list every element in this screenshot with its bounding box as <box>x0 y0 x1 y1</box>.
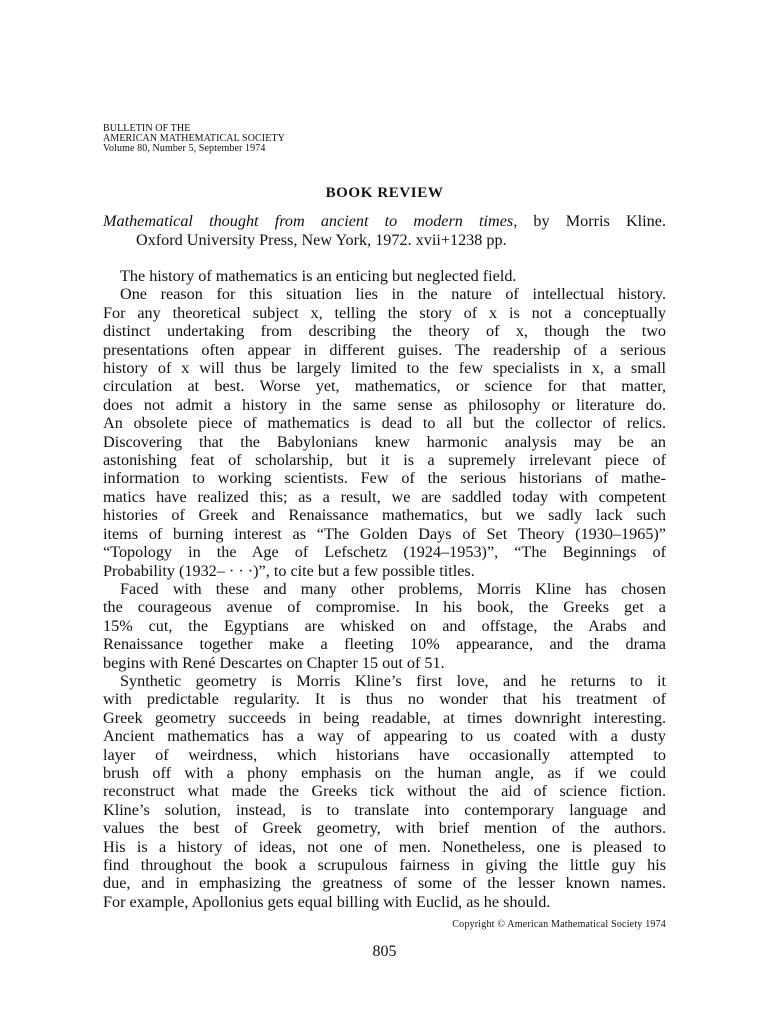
paragraph-line: Faced with these and many other problems, Morris Kline has chosen <box>120 579 666 598</box>
journal-name-line1: BULLETIN OF THE <box>103 123 191 134</box>
journal-header <box>103 124 666 154</box>
paragraph-line: His is a history of ideas, not one of men. Nonetheless, one is pleased to <box>103 837 666 856</box>
paragraph <box>103 285 666 580</box>
paragraph-line: Discovering that the Babylonians knew harmonic analysis may be an <box>103 432 666 451</box>
paragraph-line: values the best of Greek geometry, with brief mention of the authors. <box>103 819 666 838</box>
page-number: 805 <box>372 943 397 961</box>
paragraph-line: matics have realized this; as a result, we are saddled today with competent <box>103 487 666 506</box>
paragraph-line: information to working scientists. Few of the serious historians of mathe- <box>103 469 666 488</box>
paragraph-line: reconstruct what made the Greeks tick without the aid of science fiction. <box>103 782 666 801</box>
citation-line1 <box>103 212 666 231</box>
paragraph-line: Kline’s solution, instead, is to translate into contemporary language and <box>103 800 666 819</box>
paragraph-line: the courageous avenue of compromise. In his book, the Greeks get a <box>103 598 666 617</box>
paragraph-line: 15% cut, the Egyptians are whisked on and offstage, the Arabs and <box>103 616 666 635</box>
paragraph-line: Ancient mathematics has a way of appearing to us coated with a dusty <box>103 727 666 746</box>
book-citation <box>103 212 666 250</box>
paragraph-line: Probability (1932– · · ·)”, to cite but a few possible titles. <box>103 561 475 580</box>
paragraph-line: astonishing feat of scholarship, but it is a supremely irrelevant piece of <box>103 451 666 470</box>
paragraph-line: Synthetic geometry is Morris Kline’s first love, and he returns to it <box>120 671 666 690</box>
paragraph-line: For example, Apollonius gets equal billing with Euclid, as he should. <box>103 892 551 911</box>
paragraph-line: circulation at best. Worse yet, mathematics, or science for that matter, <box>103 377 666 396</box>
paragraph-line: brush off with a phony emphasis on the human angle, as if we could <box>103 763 666 782</box>
journal-volume-line: Volume 80, Number 5, September 1974 <box>103 143 266 154</box>
copyright-notice: Copyright © American Mathematical Society 1974 <box>452 919 666 931</box>
review-body <box>103 267 666 911</box>
paragraph-line: Greek geometry succeeds in being readable, at times downright interesting. <box>103 708 666 727</box>
paragraph-line: An obsolete piece of mathematics is dead to all but the collector of relics. <box>103 414 666 433</box>
paragraph <box>103 580 666 672</box>
paragraph-line: begins with René Descartes on Chapter 15 out of 51. <box>103 653 445 672</box>
paragraph-line: Renaissance together make a fleeting 10% appearance, and the drama <box>103 635 666 654</box>
paragraph-line: The history of mathematics is an enticing but neglected field. <box>120 267 517 285</box>
paragraph-line: history of x will thus be largely limited to the few specialists in x, a small <box>103 359 666 378</box>
paragraph-line: due, and in emphasizing the greatness of some of the lesser known names. <box>103 874 666 893</box>
journal-name-line2: AMERICAN MATHEMATICAL SOCIETY <box>103 133 285 144</box>
paragraph-line: presentations often appear in different guises. The readership of a serious <box>103 340 666 359</box>
paragraph-line: One reason for this situation lies in the nature of intellectual history. <box>120 285 666 304</box>
paragraph-line: layer of weirdness, which historians have occasionally attempted to <box>103 745 666 764</box>
page-title: BOOK REVIEW <box>325 185 444 201</box>
page <box>103 124 666 961</box>
paragraph-line: For any theoretical subject x, telling the story of x is not a conceptually <box>103 303 666 322</box>
paragraph-line: distinct undertaking from describing the theory of x, though the two <box>103 322 666 341</box>
paragraph-line: histories of Greek and Renaissance mathematics, but we sadly lack such <box>103 506 666 525</box>
paragraph-line: does not admit a history in the same sense as philosophy or literature do. <box>103 395 666 414</box>
book-title: Mathematical thought from ancient to modern times <box>103 212 514 230</box>
paragraph <box>103 672 666 911</box>
citation-publisher: Oxford University Press, New York, 1972. xvii+1238 pp. <box>136 231 507 249</box>
paragraph-line: items of burning interest as “The Golden Days of Set Theory (1930–1965)” <box>103 524 666 543</box>
paragraph <box>103 267 666 285</box>
paragraph-line: “Topology in the Age of Lefschetz (1924–1953)”, “The Beginnings of <box>103 543 666 562</box>
paragraph-line: with predictable regularity. It is thus no wonder that his treatment of <box>103 690 666 709</box>
book-author: , by Morris Kline. <box>513 212 667 230</box>
paragraph-line: find throughout the book a scrupulous fairness in giving the little guy his <box>103 856 666 874</box>
